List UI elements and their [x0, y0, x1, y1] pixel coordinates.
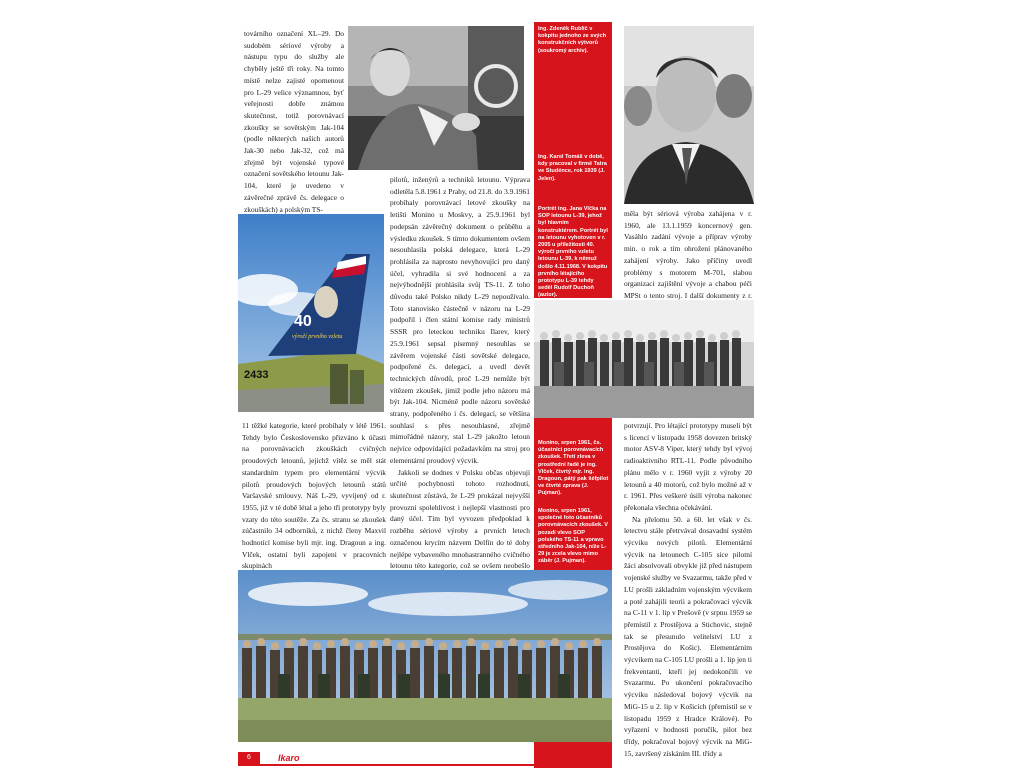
- paragraph: potvrzují. Pro létající prototypy museli být s licencí v listopadu 1958 dovezen britský motor ASV-8 Viper, který tehdy byl vývoj radioaktivního RTL-11. Podle původního plánu mělo v r. 1960 vyjít z výroby 20 letounů a 40 motorů, což bylo možné až v r. 1961. Přes veškeré úsilí výroba nakonec překonala všechna očekávání.: [624, 421, 752, 512]
- caption-tomas: Ing. Karel Tomáš v době, kdy pracoval v firmě Tatra ve Studénce, rok 1939 (J. Jelen).: [538, 154, 607, 182]
- jet-tail-illustration: [238, 214, 384, 412]
- text-column-middle: [390, 174, 530, 586]
- text-column-right-top: [624, 208, 752, 300]
- group-bw-illustration: [534, 300, 754, 418]
- text-column-left-lower: [242, 420, 386, 586]
- caption-rublic: Ing. Zdeněk Rublič v kokpitu jednoho ze svých konstrukčních výtvorů (soukromý archiv).: [538, 26, 607, 54]
- aircraft-number: 2433: [244, 369, 269, 381]
- caption-monino-2: Monino, srpen 1961, společné foto účastníků porovnávacích zkoušek. V pozadí vlevo SOP polského TS-11 a vpravo středního Jak-104, níže L-29 je zcela vlevo mimo záběr (J. Pujman).: [538, 508, 608, 565]
- photo-group-bw: [534, 300, 754, 418]
- paragraph: Jakkoli se dodnes v Polsku občas objevují určité pochybnosti tohoto rozhodnutí, skutečnost zůstává, že L-29 prokázal nejvyšší provozní spolehlivost i nejlepší vlastnosti pro daný účel. Tím byl vyvozen předpoklad k rozběhu sériové výroby a prvních letech označenou krycím názvem Delfín do té doby nejlépe vybaveného mnohastranného cvičného letounu této kategorie, což se ovšem neobešlo: [390, 467, 530, 571]
- paragraph: továrního označení XL–29. Do sudobém sériové výroby a nástupu typu do služby ale chyběly ještě tři roky. Na tomto místě nelze zajisté opomenout pro L-29 velice významnou, byť veřejnosti dobře známou skutečnost, totiž porovnávací zkoušky se sovětským Jak-104 (podle některých našich autorů Jak-30 nebo Jak-32, což má zřejmě být vojenské typové označení sovětského letounu Jak-104, které je uvedeno v závěrečné zprávě čs. delegace o zkouškách) a polským TS-: [244, 29, 344, 214]
- photo-jet-tail: [238, 214, 384, 412]
- page-number: 6: [238, 752, 260, 764]
- portrait-illustration: [624, 26, 754, 204]
- caption-vlcek: Portrét ing. Jana Vlčka na SOP letounu L-39, jehož byl hlavním konstruktérem. Portrét byl na letounu vyhotoven v r. 2005 u příležitosti 40. výročí prvního vzletu letounu L-39, k němuž došlo 4.11.1968. V kokpitu prvního létajícího prototypu L-39 tehdy seděl Rudolf Duchoň (autor).: [538, 206, 608, 299]
- footer-rule: [238, 764, 534, 766]
- text-column-right-lower: [624, 420, 752, 768]
- man-cockpit-illustration: [348, 26, 524, 170]
- text-column-top-left: [244, 28, 344, 215]
- photo-group-color: [238, 570, 612, 742]
- magazine-page: [238, 22, 754, 768]
- photo-portrait-tomas: [624, 26, 754, 204]
- paragraph: Na přelomu 50. a 60. let však v čs. letectvu stále přetrvával dosavadní systém výcviku nových pilotů. Elementární výcvik na letounech C-105 sice pilotní žáci absolvovali obvykle již před nástupem vojenské služby ve Svazarmu, takže před v LU prošli základním vojenským výcvikem a poté zahájili teorii a pokračovací výcvik na C-11 v 1. lip v Prešově (v srpnu 1959 se přemístil z Prostějova a Stichovic, stejně tak se přesunulo velitelství LU z Prostějova do Košic). Elementárním výcvikem na C-105 LU prošli a 1. lip jen ti frekventanti, kteří jej nedokončili ve Svazarmu. Po ukončení pokračovacího výcviku následoval bojový výcvik na MiG-15 u 2. lip v Košicích (přemístil se v listopadu 1959 z Hradce Králové). Po vyřazení v hodnosti poručík, pilot bez třídy, pokračoval bojový výcvik na MiG-15, završený získáním III. třídy a: [624, 514, 752, 758]
- paragraph: 11 těžké kategorie, které probíhaly v létě 1961. Tehdy bylo Československo přizváno k účasti na porovnávacích zkouškách cvičných proudových letounů, jejichž vítěz se měl stát standardním typem pro elementární výcvik pilotů proudových bojových letounů států Varšavské smlouvy. Náš L-29, vyvíjený od r. 1955, již v té době létal a jeho tři prototypy byly vzaty do této soutěže. Za čs. stranu se zkoušek zúčastnilo 34 odborníků, z nichž členy Maxvil hodnotící komise byli mjr. ing. Dragoun a ing. Vlček, ostatní byli zapojeni v pracovních skupinách: [242, 421, 386, 571]
- photo-man-cockpit: [348, 26, 524, 170]
- group-color-illustration: [238, 570, 612, 742]
- paragraph: měla být sériová výroba zahájena v r. 1960, ale 13.1.1959 koncernový gen. Vasáhlo zadání vývoje a příprav výroby min. o rok a tím ohrožení plánovaného zahájení výroby. Jako příčiny uvedl problémy s motorem M-701, slabou organizaci zajištění vývoje a chabou péči MPSt o tento stroj. I další dokumenty z r.: [624, 209, 752, 300]
- magazine-brand: Ikaro: [278, 753, 300, 763]
- tail-number-40: 40: [294, 313, 312, 330]
- caption-monino-1: Monino, srpen 1961, čs. účastníci porovnávacích zkoušek. Třetí zleva v prostřední řadě je ing. Vlček, čtvrtý mjr. ing. Dragoun, pátý pak šéfpilot ve čtvrté zprava (J. Pujman).: [538, 440, 609, 497]
- paragraph: pilotů, inženýrů a techniků letounu. Výprava odletěla 5.8.1961 z Prahy, od 21.8. do 3.9.1961 probíhaly porovnávací letové zkoušky na letišti Monino u Moskvy, a 25.9.1961 byl podepsán závěrečný dokument o průběhu a výsledku zkoušek. S tímto dokumentem ovšem nesouhlasila polská delegace, která L-29 prohlásila za naprosto nevyhovující pro daný účel, vyhradila si své hodnocení a za nejvýhodnější prohlásila svůj TS-11. Z toho důvodu také Polsko nikdy L-29 nepoužívalo. Toto stanovisko částečně v názoru na L-29 podpořil i člen státní komise rady ministrů SSSR pro leteckou techniku Ilarev, který 25.9.1961 sepsal písemný nesouhlas se závěrem vojenské části sovětské delegace, podpořené čs. delegací, a uvedl devět technických důvodů, proč L-29 nemůže být vítězem zkoušek, jimiž podle jeho názoru má být Jak-104. Nicméně podle názoru sovětské strany, podpořeného i čs. delegací, se většina souhlasí s přes nesouhlasné, zřejmě mimořádné názory, stal L-29 jakožto letoun nejvíce odpovídající požadavkům na stroj pro elementární proudový výcvik.: [390, 175, 530, 465]
- tail-script: výročí prvního vzletu: [292, 334, 343, 340]
